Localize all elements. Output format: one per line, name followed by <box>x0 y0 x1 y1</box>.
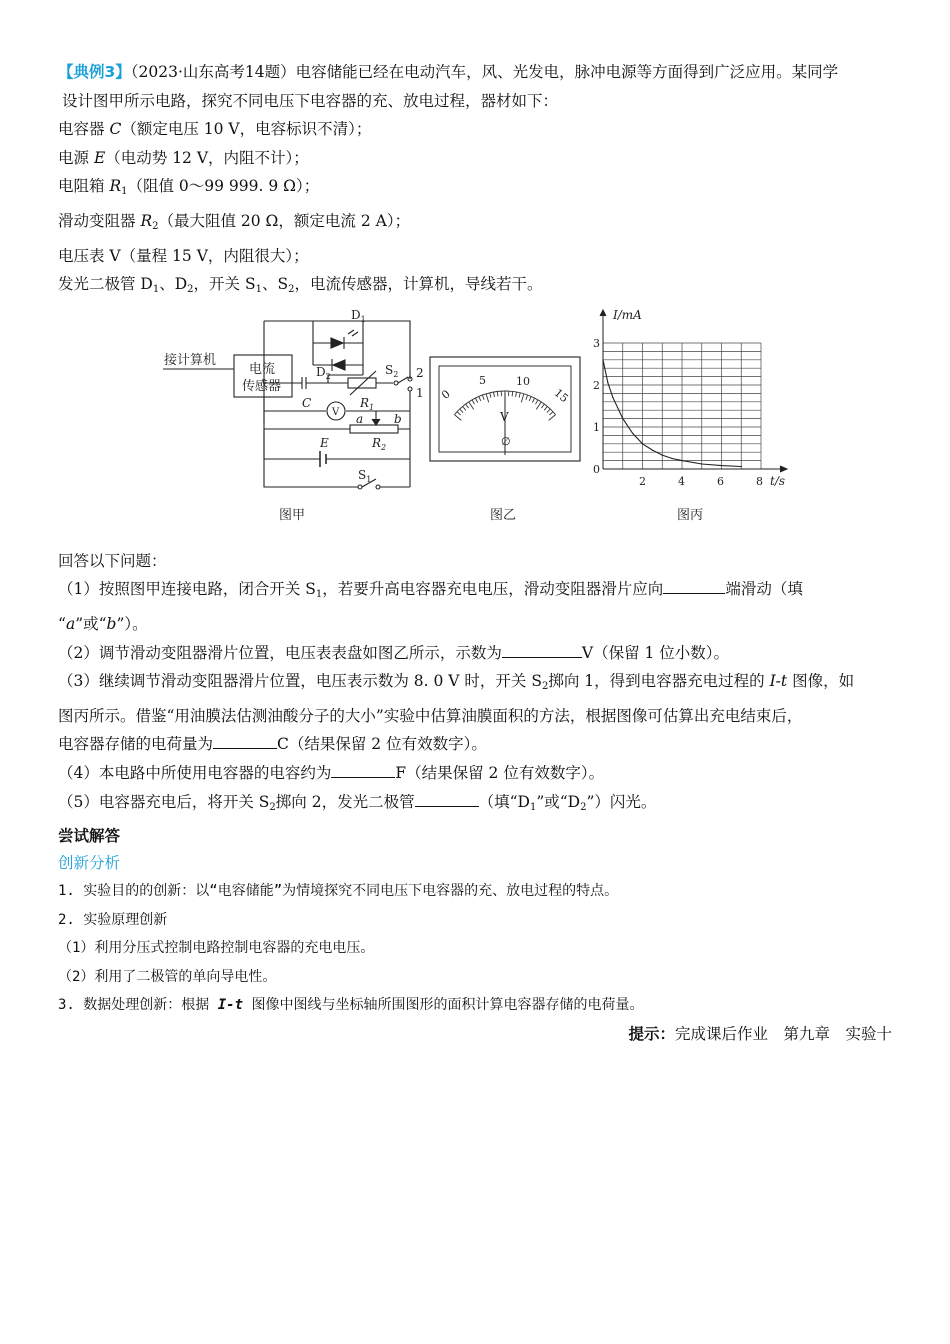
graph-data-point <box>701 463 702 464</box>
dial-unit: V <box>500 409 509 424</box>
dial-tick-mark <box>529 396 531 401</box>
circuit-labels <box>164 308 424 523</box>
label-sensor-1: 电流 <box>249 361 276 377</box>
dial-tick-mark <box>512 391 513 396</box>
dial-tick-mark <box>490 393 491 398</box>
dial-tick-mark <box>549 414 556 420</box>
problem-tag: 【典例3】 <box>58 63 131 81</box>
dial-tick-mark <box>469 402 474 410</box>
question-3: （3）继续调节滑动变阻器滑片位置，电压表示数为 8. 0 V 时，开关 $S_2$掷向 1，得到电容器充电过程的 I-t 图像，如 <box>58 672 855 693</box>
dial-tick-mark <box>457 411 461 414</box>
label-s1: $S_1$ <box>358 467 372 484</box>
equip-capacitor: 电容器 C（额定电压 10 V，电容标识不清）； <box>58 120 372 139</box>
label-d2: $D_2$ <box>316 364 331 381</box>
graph-axes <box>600 307 787 472</box>
questions-intro: 回答以下问题： <box>58 551 167 570</box>
problem-intro-2: 设计图甲所示电路，探究不同电压下电容器的充、放电过程，器材如下： <box>62 91 559 110</box>
answer-blank-2[interactable] <box>502 640 582 658</box>
question-5: （5）电容器充电后，将开关 $S_2$掷向 2，发光二极管 （填“$D_1$”或“$D_2$”）闪光。 <box>58 788 892 823</box>
resistor-r1 <box>348 378 376 388</box>
dial-tick-mark <box>521 394 524 403</box>
dial-tick-mark <box>532 398 534 403</box>
dial-tick-mark <box>526 395 528 400</box>
equip-source: 电源 E（电动势 12 V，内阻不计）； <box>58 148 309 167</box>
wire-s1 <box>264 429 410 487</box>
dial-zero-adjust: ∅ <box>501 434 511 448</box>
hint-line <box>58 1020 892 1048</box>
dial-tick-mark <box>460 409 463 413</box>
dial-tick-mark <box>494 392 495 397</box>
switch-s2-pivot <box>394 381 398 385</box>
dial-tick-mark <box>454 414 461 420</box>
label-terminal-2: 2 <box>416 365 424 380</box>
question-1-cont: “a”或“b”）。 <box>58 614 148 633</box>
dial-tick-mark <box>475 398 477 403</box>
question-4: （4）本电路中所使用电容器的电容约为 F（结果保留 2 位有效数字）。 <box>58 759 892 788</box>
label-s2: $S_2$ <box>385 362 399 379</box>
dial-tick-mark <box>549 411 553 414</box>
dial-tick-mark <box>541 404 544 408</box>
graph-data-point <box>642 443 643 444</box>
diode-d1-symbol <box>331 338 343 348</box>
problem-intro <box>58 58 892 87</box>
hint-label: 提示： <box>628 1025 675 1044</box>
wire-r1 <box>328 365 393 383</box>
figures-row <box>58 307 892 547</box>
analysis-2-1: （1）利用分压式控制电路控制电容器的充电电压。 <box>58 940 375 957</box>
capacitor-c <box>302 377 306 389</box>
dial-tick-mark <box>516 392 517 397</box>
dial-tick-15: 15 <box>551 385 571 405</box>
voltmeter-dial <box>430 357 580 523</box>
dial-tick-mark <box>472 400 475 404</box>
slider-arrow <box>372 419 380 425</box>
switch-s2-t1 <box>408 387 412 391</box>
ytick-2: 2 <box>593 378 600 392</box>
equip-resistance-box: 电阻箱 $R_1$（阻值 0～99 999. 9 Ω）； <box>58 177 320 198</box>
dial-tick-mark <box>482 395 484 400</box>
label-r1: $R_1$ <box>360 395 375 412</box>
graph-y-arrow <box>600 310 606 316</box>
question-2: （2）调节滑动变阻器滑片位置，电压表表盘如图乙所示，示数为 V（保留 1 位小数）。 <box>58 639 892 668</box>
wire-diode-drop <box>313 321 363 343</box>
xtick-8: 8 <box>756 474 763 488</box>
graph-tick-labels <box>593 308 785 488</box>
equip-misc: 发光二极管 $D_1$、$D_2$，开关 $S_1$、$S_2$，电流传感器，计算机，导线若干。 <box>58 275 543 296</box>
graph-data-point <box>632 432 633 433</box>
dial-tick-mark <box>547 409 550 413</box>
battery-e <box>320 451 326 467</box>
graph-data-point <box>612 397 613 398</box>
label-d1: $D_1$ <box>351 307 366 324</box>
label-r2: $R_2$ <box>372 435 387 452</box>
graph-xlabel: t/s <box>770 473 786 488</box>
graph-data-point <box>672 458 673 459</box>
switch-s2-blade <box>398 377 408 383</box>
graph-data-point <box>681 460 682 461</box>
label-e: E <box>320 435 329 450</box>
graph-ylabel: I/mA <box>613 307 642 322</box>
answer-blank-3[interactable] <box>213 731 277 749</box>
caption-jia: 图甲 <box>279 507 306 523</box>
label-b: b <box>394 411 402 426</box>
dial-tick-0: 0 <box>439 387 453 402</box>
dial-tick-mark <box>536 400 539 404</box>
circuit-diagram <box>163 321 412 489</box>
answer-blank-4[interactable] <box>331 760 395 778</box>
dial-tick-mark <box>466 404 469 408</box>
question-3-cont-2: 电容器存储的电荷量为 C（结果保留 2 位有效数字）。 <box>58 730 892 759</box>
dial-tick-5: 5 <box>479 373 486 387</box>
problem-intro-text: （2023·山东高考14题）电容储能已经在电动汽车，风、光发电，脉冲电源等方面得到广泛应用。某同学 <box>130 63 839 81</box>
ytick-3: 3 <box>593 336 600 350</box>
figures-svg <box>58 307 892 547</box>
analysis-3: 3. 数据处理创新：根据 I-t 图像中图线与坐标轴所围图形的面积计算电容器存储的电荷量。 <box>58 997 644 1014</box>
graph-data-point <box>602 359 603 360</box>
equip-voltmeter: 电压表 V（量程 15 V，内阻很大）； <box>58 246 309 265</box>
xtick-4: 4 <box>678 474 685 488</box>
hint-text: 完成课后作业 第九章 实验十 <box>674 1025 892 1044</box>
dial-tick-mark <box>544 406 547 410</box>
diode-d2-symbol <box>333 360 345 370</box>
answer-blank-5[interactable] <box>415 789 479 807</box>
label-a: a <box>356 411 364 426</box>
caption-yi: 图乙 <box>490 507 517 523</box>
switch-s1-a <box>358 485 362 489</box>
graph-data-point <box>741 466 742 467</box>
label-sensor-2: 传感器 <box>242 378 282 394</box>
label-v: V <box>332 406 340 418</box>
label-computer: 接计算机 <box>164 352 217 368</box>
caption-bing: 图丙 <box>677 507 704 523</box>
ytick-0: 0 <box>593 462 600 476</box>
dial-tick-mark <box>519 393 520 398</box>
analysis-2: 2. 实验原理创新 <box>58 911 168 928</box>
equip-rheostat: 滑动变阻器 $R_2$（最大阻值 20 Ω，额定电流 2 A）； <box>58 211 411 232</box>
graph-x-arrow <box>780 466 787 472</box>
question-3-cont: 图丙所示。借鉴“用油膜法估测油酸分子的大小”实验中估算油膜面积的方法，根据图像可估算出充电结束后， <box>58 706 803 725</box>
dial-tick-mark <box>463 406 466 410</box>
graph-data-point <box>662 454 663 455</box>
analysis-2-2: （2）利用了二极管的单向导电性。 <box>58 968 277 985</box>
dial-tick-10: 10 <box>516 374 530 388</box>
graph-data-point <box>607 382 608 383</box>
page-content <box>58 58 892 1048</box>
question-1: （1）按照图甲连接电路，闭合开关 $S_1$，若要升高电容器充电电压，滑动变阻器滑片应向 端滑动（填 <box>58 575 892 610</box>
answer-blank-1[interactable] <box>663 576 725 594</box>
graph-curve <box>603 360 741 467</box>
dial-tick-mark <box>479 396 481 401</box>
graph-data-point <box>622 418 623 419</box>
ytick-1: 1 <box>593 420 600 434</box>
rheostat-r2 <box>350 425 398 433</box>
analysis-heading: 创新分析 <box>58 854 121 873</box>
dial-tick-mark <box>497 391 498 396</box>
graph-data-points <box>602 359 742 467</box>
switch-s1-b <box>376 485 380 489</box>
wire-diode-d2 <box>313 343 363 365</box>
label-terminal-1: 1 <box>416 385 424 400</box>
it-graph <box>593 308 787 523</box>
analysis-1: 1. 实验目的的创新：以“电容储能”为情境探究不同电压下电容器的充、放电过程的特点。 <box>58 883 619 900</box>
xtick-6: 6 <box>717 474 724 488</box>
graph-data-point <box>652 449 653 450</box>
dial-tick-mark <box>536 402 541 410</box>
xtick-2: 2 <box>639 474 646 488</box>
diode-d1-light <box>348 330 358 336</box>
graph-grid <box>603 343 761 469</box>
graph-data-point <box>721 465 722 466</box>
answer-heading: 尝试解答 <box>58 827 121 846</box>
label-c: C <box>302 395 312 410</box>
dial-tick-mark <box>486 394 489 403</box>
